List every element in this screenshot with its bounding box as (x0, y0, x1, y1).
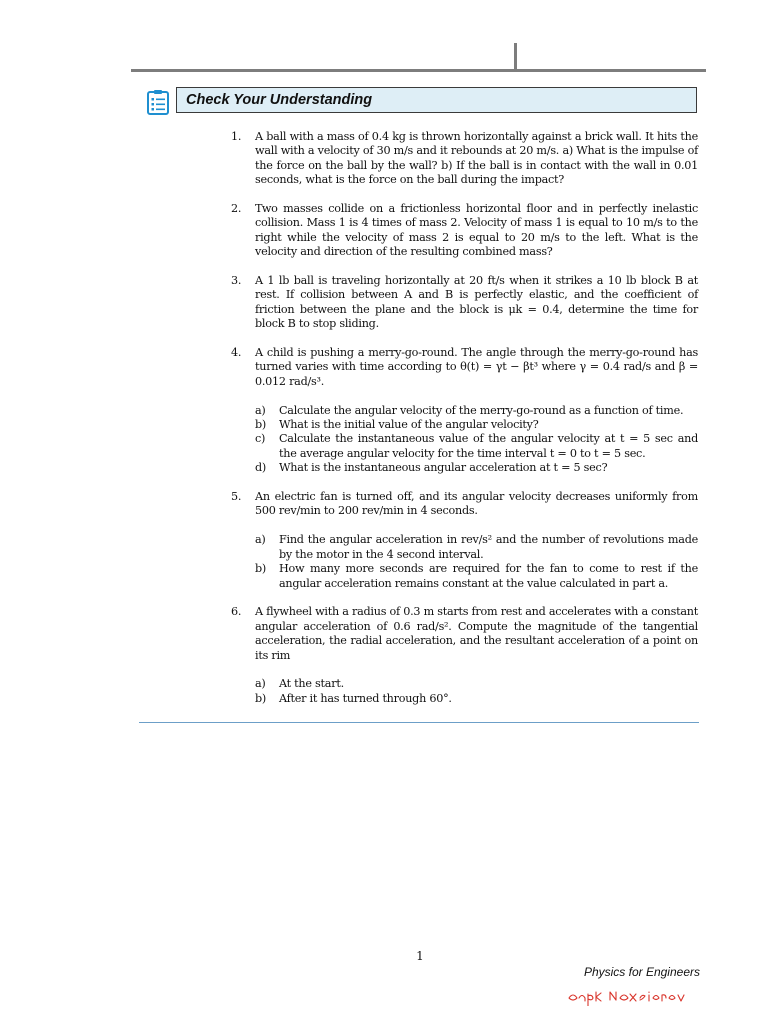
question-number: 5. (231, 490, 242, 504)
section-end-rule (139, 722, 699, 723)
question-parts (251, 533, 698, 591)
question-1 (231, 130, 698, 188)
part-label: b) (255, 562, 267, 576)
part-label: a) (255, 533, 266, 547)
clipboard-checklist-icon (146, 89, 170, 115)
question-part (255, 562, 698, 591)
author-signature (565, 986, 700, 1006)
question-4 (231, 346, 698, 476)
part-text: Find the angular acceleration in rev/s² and the number of revolutions made by the motor in the 4 second interval. (279, 533, 698, 561)
header-tick (514, 43, 517, 71)
part-label: b) (255, 691, 267, 705)
question-text: A child is pushing a merry-go-round. The angle through the merry-go-round has turned varies with time according to θ(t) = γt − βt³ where γ = 0.4 rad/s and β = 0.012 rad/s³. (255, 346, 698, 388)
question-list (231, 130, 698, 721)
part-text: What is the instantaneous angular acceleration at t = 5 sec? (279, 461, 608, 475)
question-part (255, 404, 698, 418)
question-number: 2. (231, 202, 242, 216)
question-text: A ball with a mass of 0.4 kg is thrown horizontally against a brick wall. It hits the wall with a velocity of 30 m/s and it rebounds at 20 m/s. a) What is the impulse of the force on the ball by the wall? b) If the ball is in contact with the wall in 0.01 seconds, what is the force on the ball during the impact? (255, 130, 698, 187)
part-label: c) (255, 432, 266, 446)
question-parts (255, 404, 698, 476)
part-text: Calculate the angular velocity of the merry-go-round as a function of time. (279, 403, 684, 417)
part-label: d) (255, 461, 267, 475)
question-number: 1. (231, 130, 242, 143)
question-3 (231, 274, 698, 332)
part-label: b) (255, 418, 267, 432)
part-text: What is the initial value of the angular velocity? (279, 418, 539, 432)
part-text: After it has turned through 60°. (279, 691, 452, 705)
question-text: An electric fan is turned off, and its angular velocity decreases uniformly from 500 rev/min to 200 rev/min in 4 seconds. (255, 490, 698, 518)
question-5 (231, 490, 698, 591)
question-part (255, 461, 698, 475)
question-number: 4. (231, 346, 242, 360)
part-label: a) (255, 677, 266, 691)
header-rule (131, 69, 706, 72)
question-part (255, 432, 698, 461)
part-text: Calculate the instantaneous value of the angular velocity at t = 5 sec and the average angular velocity for the time interval t = 0 to t = 5 sec. (279, 432, 698, 460)
question-number: 3. (231, 274, 242, 288)
part-label: a) (255, 403, 266, 417)
question-part (255, 677, 698, 691)
footer-book-title: Physics for Engineers (583, 965, 700, 979)
question-number: 6. (231, 605, 242, 619)
question-part (255, 692, 698, 706)
question-text: Two masses collide on a frictionless horizontal floor and in perfectly inelastic collision. Mass 1 is 4 times of mass 2. Velocity of mass 1 is equal to 10 m/s to the right while the velocity of mass 2 is equal to 20 m/s to the left. What is the velocity and direction of the resulting combined mass? (255, 202, 698, 259)
question-2 (231, 202, 698, 260)
question-text: A 1 lb ball is traveling horizontally at 20 ft/s when it strikes a 10 lb block B at rest. If collision between A and B is perfectly elastic, and the coefficient of friction between the plane and the block is μk = 0.4, determine the time for block B to stop sliding. (255, 274, 698, 331)
question-parts (255, 677, 698, 706)
section-title: Check Your Understanding (176, 87, 697, 113)
part-text: How many more seconds are required for the fan to come to rest if the angular acceleration remains constant at the value calculated in part a. (279, 562, 698, 590)
question-6 (231, 605, 698, 706)
question-part (255, 533, 698, 562)
part-text: At the start. (279, 677, 344, 691)
question-text: A flywheel with a radius of 0.3 m starts from rest and accelerates with a constant angular acceleration of 0.6 rad/s². Compute the magnitude of the tangential acceleration, the radial acceleration, and the resultant acceleration of a point on its rim (255, 605, 698, 662)
page-number: 1 (416, 949, 424, 963)
question-part (255, 418, 698, 432)
